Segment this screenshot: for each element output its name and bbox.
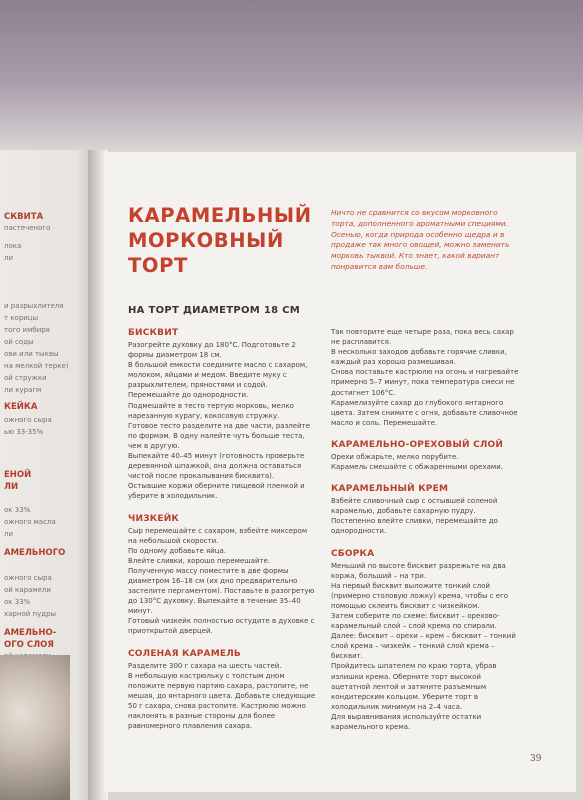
- facing-page-left: [0, 150, 95, 800]
- facing-page-text: того имбиря: [4, 326, 50, 334]
- facing-page-text: ови или тыквы: [4, 350, 59, 358]
- section-heading: СБОРКА: [331, 548, 375, 559]
- facing-page-text: АМЕЛЬНО-: [4, 628, 57, 638]
- facing-page-text: ли: [4, 530, 14, 538]
- facing-page-text: и разрыхлителя: [4, 302, 64, 310]
- facing-page-text: ок 33%: [4, 506, 31, 514]
- instructions-column-left: [128, 327, 318, 742]
- facing-page-text: АМЕЛЬНОГО: [4, 548, 66, 558]
- facing-page-text: ЕНОЙ: [4, 470, 32, 480]
- section-text: Разогрейте духовку до 180°С. Подготовьте 2 формы диаметром 18 см. В большой емкости соедините масло с сахаром, молоком, яйцами и медом. Введите муку с разрыхлителем, пряностями и содой. Перемешайте до однородности. Подмешайте в тесто тертую морковь, мелко нарезанную курагу, кокосовую стружку. Готовое тесто разделите на две части, разлейте по формам. В одну налейте чуть больше теста, чем в другую. Выпекайте 40–45 минут (готовность проверьте деревянной шпажкой, она должна оставаться чистой после прокалывания бисквита). Остывшие коржи оберните пищевой пленкой и уберите в холодильник.: [128, 341, 311, 501]
- facing-page-text: ой соды: [4, 338, 34, 346]
- page-number: 39: [530, 754, 542, 764]
- facing-page-text: ой стружки: [4, 374, 47, 382]
- facing-page-text: ли: [4, 254, 14, 262]
- section-heading: ЧИЗКЕЙК: [128, 513, 179, 524]
- recipe-title: КАРАМЕЛЬНЫЙ МОРКОВНЫЙ ТОРТ: [128, 204, 312, 277]
- instructions-column-right: [331, 327, 521, 743]
- facing-page-text: ожного сыра: [4, 574, 52, 582]
- section-text: Сыр перемешайте с сахаром, взбейте миксером на небольшой скорости. По одному добавьте яйца. Влейте сливки, хорошо перемешайте. Полученную массу поместите в две формы диаметром 16–18 см (их дно предварительно застелите пергаментом). Поставьте в разогретую до 130°С духовку. Выпекайте в течение 35–40 минут. Готовый чизкейк полностью остудите в духовке с приоткрытой дверцей.: [128, 526, 315, 636]
- facing-page-text: на мелкой терке): [4, 362, 69, 370]
- facing-page-text: пастеченого: [4, 224, 51, 232]
- section-text: Разделите 300 г сахара на шесть частей. В небольшую кастрюльку с толстым дном положите первую партию сахара, растопите, не мешая, до янтарного цвета. Добавьте следующие 50 г сахара, снова растопите. Кастрюлю можно наклонять в разные стороны для более равномерного плавления сахара.: [128, 661, 316, 731]
- facing-page-text: ок 33%: [4, 598, 31, 606]
- section-text: Взбейте сливочный сыр с остывшей соленой карамелью, добавьте сахарную пудру. Постепенно влейте сливки, перемешайте до однородности.: [331, 497, 498, 536]
- facing-page-text: ожного масла: [4, 518, 56, 526]
- scan-border-top: [0, 0, 583, 150]
- facing-page-text: ью 33-35%: [4, 428, 44, 436]
- facing-page-text: лока: [4, 242, 22, 250]
- recipe-intro: Ничто не сравнится со вкусом морковного торта, дополненного ароматными специями. Осенью, когда природа особенно щедра и в продаже так много овощей, можно заменить морковь тыквой. Кто знает, какой вариант понравится вам больше.: [331, 208, 510, 271]
- section-heading: СОЛЕНАЯ КАРАМЕЛЬ: [128, 648, 241, 659]
- facing-page-text: ОГО СЛОЯ: [4, 640, 54, 650]
- section-heading: КАРАМЕЛЬНО-ОРЕХОВЫЙ СЛОЙ: [331, 439, 504, 450]
- facing-page-text: харной пудры: [4, 610, 57, 618]
- recipe-yield: НА ТОРТ ДИАМЕТРОМ 18 СМ: [128, 305, 301, 316]
- facing-page-text: КЕЙКА: [4, 402, 38, 412]
- facing-page-text: ЛИ: [4, 482, 19, 492]
- facing-page-text: ли курагм: [4, 386, 42, 394]
- section-text: Меньший по высоте бисквит разрежьте на два коржа, больший – на три. На первый бисквит выложите тонкий слой (примерно столовую ложку) крема, чтобы с его помощью склеить бисквит с чизкейком. Затем соберите по схеме: бисквит – орехово-карамельный слой – слой крема по спирали. Далее: бисквит – орехи – крем – бисквит – тонкий слой крема – чизкейк – тонкий слой крема – бисквит. Пройдитесь шпателем по краю торта, убрав излишки крема. Оберните торт высокой ацетатной лентой и затяните разъемным кондитерским кольцом. Уберите торт в холодильник минимум на 2–4 часа. Для выравнивания используйте остатки карамельного крема.: [331, 561, 516, 731]
- facing-page-text: т корицы: [4, 314, 39, 322]
- facing-page-text: СКВИТА: [4, 212, 44, 222]
- section-heading: КАРАМЕЛЬНЫЙ КРЕМ: [331, 484, 449, 495]
- facing-page-text: ожного сыра: [4, 416, 52, 424]
- section-heading: БИСКВИТ: [128, 328, 179, 338]
- section-text: Орехи обжарьте, мелко порубите. Карамель смешайте с обжаренными орехами.: [331, 452, 503, 472]
- facing-page-text: ой карамели: [4, 586, 51, 594]
- section-text: Так повторите еще четыре раза, пока весь сахар не расплавится. В несколько заходов добавьте горячие сливки, каждый раз хорошо размешивая. Снова поставьте кастрюлю на огонь и нагревайте примерно 5–7 минут, пока температура смеси не достигнет 106°С. Карамелизуйте сахар до глубокого янтарного цвета. Затем снимите с огня, добавьте сливочное масло и соль. Перемешайте.: [331, 328, 519, 427]
- cake-photo-partial: [0, 655, 70, 800]
